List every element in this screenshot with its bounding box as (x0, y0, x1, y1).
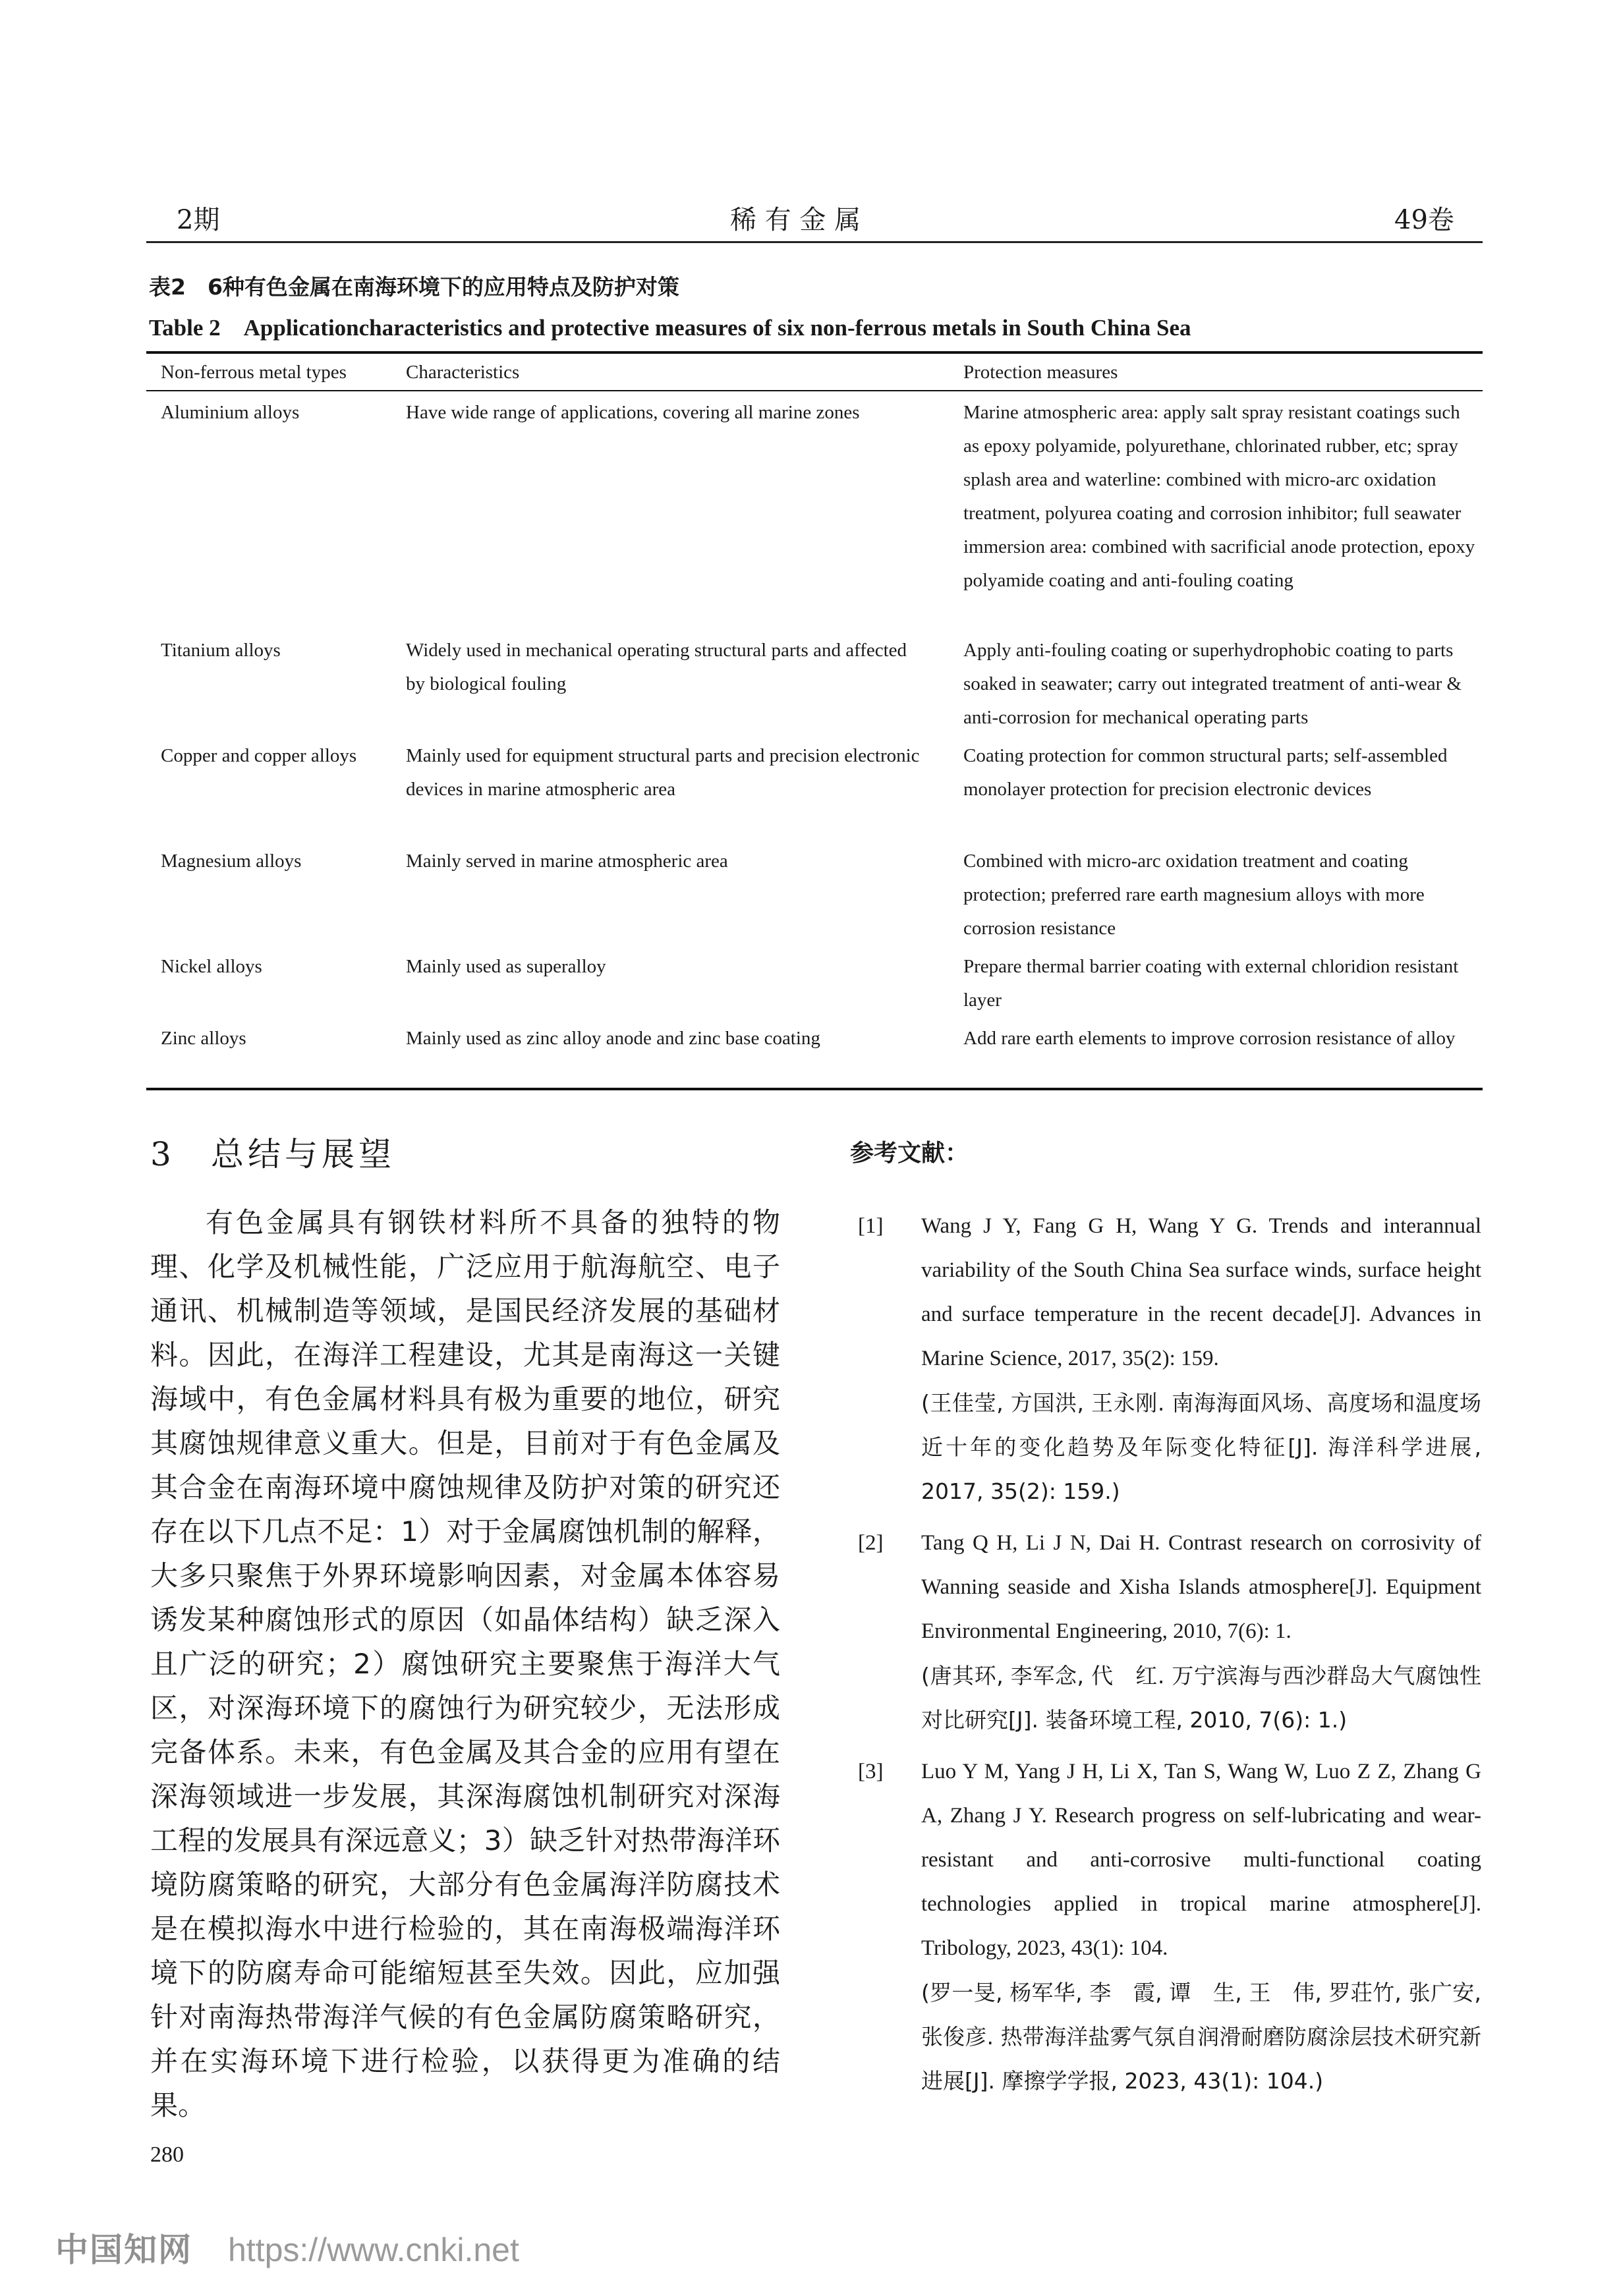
characteristics: Widely used in mechanical operating structural parts and affected by biological fouling (406, 640, 907, 694)
reference-text-en: Wang J Y, Fang G H, Wang Y G. Trends and interannual variability of the South China Sea surface winds, surface height and surface temperature in the recent decade[J]. Advances in Marine Science, 2017, 35(2): 159. (921, 1214, 1481, 1370)
reference-text-en: Tang Q H, Li J N, Dai H. Contrast research on corrosivity of Wanning seaside and Xisha Islands atmosphere[J]. Equipment Environmental Engineering, 2010, 7(6): 1. (921, 1531, 1481, 1643)
reference-item (858, 1750, 1481, 2103)
table-bottom-rule (146, 1088, 1483, 1090)
characteristics: Mainly served in marine atmospheric area (406, 851, 728, 872)
characteristics: Have wide range of applications, covering all marine zones (406, 402, 860, 423)
metal-type: Aluminium alloys (161, 402, 300, 423)
protection-measures: Apply anti-fouling coating or superhydrophobic coating to parts soaked in seawater; carry out integrated treatment of anti-wear & anti-corrosion for mechanical operating parts (963, 640, 1462, 728)
references-title: 参考文献： (850, 1140, 969, 1167)
table-caption-cn: 表2 6种有色金属在南海环境下的应用特点及防护对策 (149, 274, 679, 300)
issue-number: 2期 (177, 205, 220, 235)
protection-measures: Combined with micro-arc oxidation treatment and coating protection; preferred rare earth magnesium alloys with more corrosion resistance (963, 851, 1425, 939)
table-caption-en: Table 2 Applicationcharacteristics and protective measures of six non-ferrous metals in South China Sea (149, 315, 1191, 341)
reference-label: [2] (858, 1531, 884, 1555)
reference-item (858, 1204, 1481, 1513)
characteristics: Mainly used as superalloy (406, 956, 606, 977)
table-header-rule (146, 390, 1483, 391)
section-heading (150, 1128, 395, 1175)
section-title: 总结与展望 (211, 1135, 395, 1173)
page-number: 280 (150, 2142, 184, 2167)
protection-measures: Add rare earth elements to improve corrosion resistance of alloy (963, 1028, 1456, 1049)
section-body: 有色金属具有钢铁材料所不具备的独特的物理、化学及机械性能，广泛应用于航海航空、电子通讯、机械制造等领域，是国民经济发展的基础材料。因此，在海洋工程建设，尤其是南海这一关键海域中，有色金属材料具有极为重要的地位，研究其腐蚀规律意义重大。但是，目前对于有色金属及其合金在南海环境中腐蚀规律及防护对策的研究还存在以下几点不足：1）对于金属腐蚀机制的解释，大多只聚焦于外界环境影响因素，对金属本体容易诱发某种腐蚀形式的原因（如晶体结构）缺乏深入且广泛的研究；2）腐蚀研究主要聚焦于海洋大气区，对深海环境下的腐蚀行为研究较少，无法形成完备体系。未来，有色金属及其合金的应用有望在深海领域进一步发展，其深海腐蚀机制研究对深海工程的发展具有深远意义；3）缺乏针对热带海洋环境防腐策略的研究，大部分有色金属海洋防腐技术是在模拟海水中进行检验的，其在南海极端海洋环境下的防腐寿命可能缩短甚至失效。因此，应加强针对南海热带海洋气候的有色金属防腐策略研究，并在实海环境下进行检验，以获得更为准确的结果。 (150, 1206, 780, 2121)
metal-type: Nickel alloys (161, 956, 262, 977)
protection-measures: Coating protection for common structural parts; self-assembled monolayer protection for precision electronic devices (963, 745, 1448, 800)
reference-text-cn: (唐其环, 李军念, 代 红. 万宁滨海与西沙群岛大气腐蚀性对比研究[J]. 装备环境工程, 2010, 7(6): 1.) (921, 1663, 1481, 1733)
metal-type: Magnesium alloys (161, 851, 302, 872)
reference-list (858, 1204, 1481, 2111)
characteristics: Mainly used for equipment structural parts and precision electronic devices in marine atmospheric area (406, 745, 920, 800)
metal-type: Zinc alloys (161, 1028, 246, 1049)
table-top-rule (146, 351, 1483, 354)
journal-name: 稀 有 金 属 (730, 205, 861, 235)
reference-label: [1] (858, 1214, 884, 1238)
col-header-protection: Protection measures (963, 362, 1118, 383)
characteristics: Mainly used as zinc alloy anode and zinc base coating (406, 1028, 820, 1049)
metal-type: Copper and copper alloys (161, 745, 357, 766)
reference-item (858, 1521, 1481, 1742)
reference-text-cn: (王佳莹, 方国洪, 王永刚. 南海海面风场、高度场和温度场近十年的变化趋势及年际变化特征[J]. 海洋科学进展, 2017, 35(2): 159.) (921, 1390, 1481, 1504)
reference-text-en: Luo Y M, Yang J H, Li X, Tan S, Wang W, Luo Z Z, Zhang G A, Zhang J Y. Research progress on self-lubricating and wear-resistant and anti-corrosive multi-functional coating technologies applied in tropical marine atmosphere[J]. Tribology, 2023, 43(1): 104. (921, 1760, 1481, 1960)
cnki-logo: 中国知网 (55, 2231, 192, 2269)
col-header-type: Non-ferrous metal types (161, 362, 347, 383)
metal-type: Titanium alloys (161, 640, 281, 661)
section-number: 3 (150, 1135, 171, 1173)
reference-label: [3] (858, 1760, 884, 1783)
header-rule (146, 241, 1483, 243)
cnki-url: https://www.cnki.net (228, 2231, 519, 2268)
volume-number: 49卷 (1394, 205, 1454, 235)
cnki-watermark (55, 2224, 519, 2271)
protection-measures: Prepare thermal barrier coating with external chloridion resistant layer (963, 956, 1459, 1011)
col-header-characteristics: Characteristics (406, 362, 520, 383)
reference-text-cn: (罗一旻, 杨军华, 李 霞, 谭 生, 王 伟, 罗荘竹, 张广安, 张俊彦. 热带海洋盐雾气氛自润滑耐磨防腐涂层技术研究新进展[J]. 摩擦学学报, 2023, 43(1): 104.) (921, 1980, 1481, 2094)
protection-measures: Marine atmospheric area: apply salt spray resistant coatings such as epoxy polyamide, polyurethane, chlorinated rubber, etc; spray splash area and waterline: combined with micro-arc oxidation treatment, polyurea coating and corrosion inhibitor; full seawater immersion area: combined with sacrificial anode protection, epoxy polyamide coating and anti-fouling coating (963, 402, 1475, 591)
